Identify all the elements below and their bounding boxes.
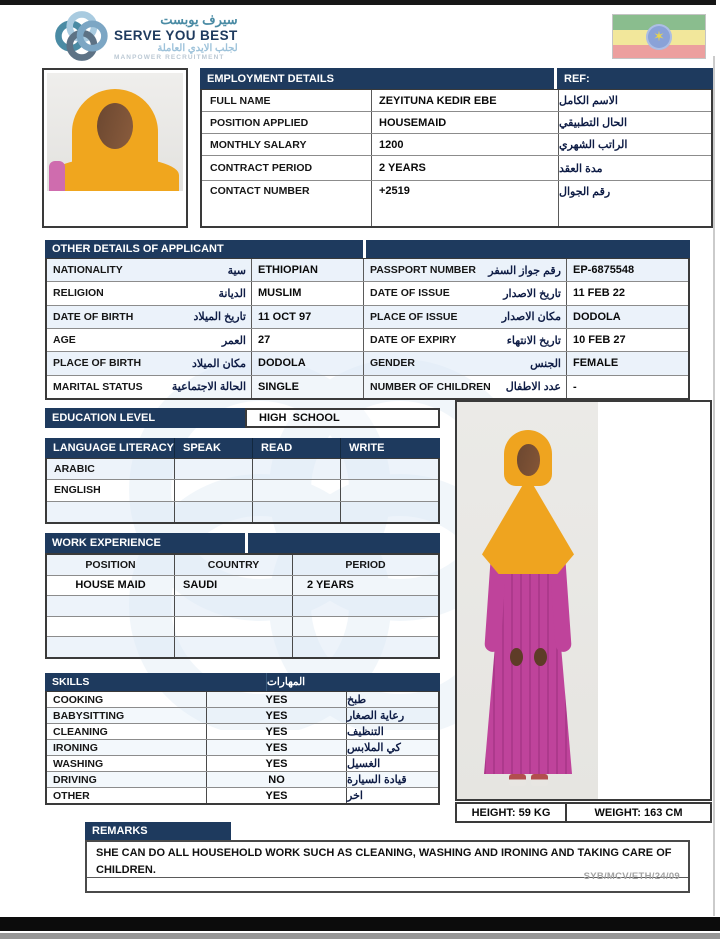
- write-cell: [341, 480, 438, 500]
- other-details-table: [45, 240, 690, 400]
- field-label: NATIONALITY: [53, 264, 123, 277]
- skill-value: NO: [207, 772, 347, 787]
- skill-value: YES: [207, 788, 347, 803]
- work-experience-header: [45, 533, 440, 553]
- table-row: [202, 90, 711, 112]
- field-label-arabic: الراتب الشهري: [559, 139, 628, 151]
- ethiopia-flag: [612, 14, 706, 59]
- star-icon: ✶: [653, 28, 665, 44]
- field-label-arabic: الحالة الاجتماعية: [171, 381, 246, 394]
- table-row: [47, 352, 688, 375]
- field-label: PLACE OF ISSUE: [370, 310, 458, 323]
- table-row: [47, 596, 438, 617]
- field-label: GENDER: [370, 357, 415, 370]
- table-row: [47, 724, 438, 740]
- top-edge-strip: [0, 0, 716, 5]
- position-cell: [47, 617, 175, 637]
- table-row: [47, 376, 688, 398]
- write-cell: [341, 502, 438, 522]
- speak-cell: [175, 480, 253, 500]
- table-row: [47, 259, 688, 282]
- fullbody-image: [457, 402, 598, 799]
- skill-name-arabic: رعاية الصغار: [347, 710, 405, 722]
- table-row: [47, 306, 688, 329]
- work-experience-table: [45, 553, 440, 659]
- read-cell: [253, 502, 341, 522]
- bottom-edge-strip: [0, 917, 720, 931]
- skill-value: YES: [207, 708, 347, 723]
- country-cell: [175, 617, 293, 637]
- field-value: 11 FEB 22: [573, 287, 625, 300]
- field-label-arabic: تاريخ الميلاد: [193, 311, 246, 324]
- field-value: 1200: [372, 134, 559, 155]
- other-details-header: [45, 240, 690, 258]
- table-row: [47, 576, 438, 597]
- field-value: DODOLA: [252, 352, 364, 374]
- field-value: 2 YEARS: [372, 156, 559, 180]
- field-label-arabic: رقم جواز السفر: [488, 264, 561, 277]
- skill-value: YES: [207, 724, 347, 739]
- field-label: PLACE OF BIRTH: [53, 357, 142, 370]
- table-row: [47, 282, 688, 305]
- table-row: [47, 788, 438, 803]
- field-value: +2519: [372, 181, 559, 226]
- table-row: [202, 181, 711, 226]
- table-row: [47, 708, 438, 724]
- skill-name-arabic: الغسيل: [347, 758, 381, 770]
- field-value: DODOLA: [573, 310, 621, 323]
- table-header-row: [47, 555, 438, 576]
- document-code: SYB/MCV/ETH/24/09: [583, 871, 680, 882]
- table-row: [47, 480, 438, 501]
- skills-title: SKILLS: [45, 673, 267, 691]
- column-header: READ: [253, 438, 341, 458]
- agency-tagline-arabic: لجلب الايدي العاملة: [157, 43, 238, 54]
- field-label: MARITAL STATUS: [53, 380, 143, 393]
- write-cell: [341, 459, 438, 479]
- skill-value: YES: [207, 740, 347, 755]
- field-label-arabic: الاسم الكامل: [559, 95, 618, 107]
- table-row: [47, 692, 438, 708]
- table-row: [47, 617, 438, 638]
- table-row: [47, 637, 438, 657]
- weight-value: WEIGHT: 163 CM: [594, 806, 683, 819]
- field-label-arabic: الديانة: [218, 287, 246, 300]
- field-label: NUMBER OF CHILDREN: [370, 380, 491, 393]
- physique-row: [455, 802, 712, 823]
- language-name: ARABIC: [47, 459, 175, 479]
- skill-name: IRONING: [47, 740, 207, 755]
- table-row: [47, 740, 438, 756]
- dress-shape: [49, 161, 65, 191]
- hand-shape: [534, 648, 547, 666]
- field-label: CONTACT NUMBER: [202, 181, 372, 226]
- field-value: 10 FEB 27: [573, 334, 626, 347]
- agency-name-arabic: سيرف يوبست: [160, 12, 238, 27]
- field-label: MONTHLY SALARY: [202, 134, 372, 155]
- skill-value: YES: [207, 692, 347, 707]
- skill-name: DRIVING: [47, 772, 207, 787]
- skill-name-arabic: طبخ: [347, 694, 367, 706]
- other-details-title: OTHER DETAILS OF APPLICANT: [45, 240, 363, 258]
- column-header: COUNTRY: [175, 555, 293, 575]
- period-cell: [293, 637, 438, 657]
- country-cell: SAUDI: [175, 576, 293, 596]
- remarks-title: REMARKS: [85, 822, 231, 840]
- field-value: -: [573, 380, 577, 393]
- field-label-arabic: سية: [227, 264, 246, 277]
- hijab-shawl-shape: [482, 476, 574, 574]
- face-shape: [517, 444, 540, 476]
- height-value: HEIGHT: 59 KG: [457, 804, 567, 821]
- field-label-arabic: مكان الميلاد: [191, 357, 246, 370]
- speak-cell: [175, 459, 253, 479]
- field-value: MUSLIM: [252, 282, 364, 304]
- applicant-fullbody-photo: [455, 400, 712, 801]
- field-label-arabic: تاريخ الاصدار: [503, 287, 561, 300]
- read-cell: [253, 459, 341, 479]
- knot-logo-icon: [50, 9, 110, 63]
- employment-details-table: [200, 68, 713, 228]
- position-cell: [47, 637, 175, 657]
- field-value: 11 OCT 97: [252, 306, 364, 328]
- employment-header: [200, 68, 713, 89]
- skill-name: COOKING: [47, 692, 207, 707]
- country-cell: [175, 637, 293, 657]
- field-value: SINGLE: [252, 376, 364, 398]
- field-label-arabic: رقم الجوال: [559, 186, 611, 198]
- country-cell: [175, 596, 293, 616]
- column-header: LANGUAGE LITERACY: [45, 438, 175, 458]
- field-label-arabic: مدة العقد: [559, 162, 603, 175]
- agency-name: SERVE YOU BEST: [114, 28, 238, 43]
- table-row: [202, 134, 711, 156]
- field-label-arabic: الحال التطبيقي: [559, 117, 628, 129]
- read-cell: [253, 480, 341, 500]
- field-label: POSITION APPLIED: [202, 112, 372, 133]
- field-value: ZEYITUNA KEDIR EBE: [372, 90, 559, 111]
- skill-value: YES: [207, 756, 347, 771]
- language-literacy-table: [45, 438, 440, 524]
- agency-logo: [50, 9, 238, 63]
- language-name: ENGLISH: [47, 480, 175, 500]
- language-table-header: [45, 438, 440, 458]
- ref-label: REF:: [557, 68, 713, 89]
- field-label: FULL NAME: [202, 90, 372, 111]
- face-shape: [97, 103, 133, 149]
- field-value: EP-6875548: [573, 264, 635, 277]
- column-header: SPEAK: [175, 438, 253, 458]
- field-value: 27: [252, 329, 364, 351]
- education-level-value: HIGH SCHOOL: [245, 408, 440, 428]
- position-cell: HOUSE MAID: [47, 576, 175, 596]
- skills-header: [45, 673, 440, 691]
- agency-name-block: [114, 9, 238, 63]
- field-label-arabic: الجنس: [530, 357, 561, 370]
- table-row: [202, 156, 711, 181]
- speak-cell: [175, 502, 253, 522]
- agency-tagline: MANPOWER RECRUITMENT: [114, 54, 225, 61]
- field-value: ETHIOPIAN: [252, 259, 364, 281]
- field-label: DATE OF ISSUE: [370, 287, 450, 300]
- right-edge-line: [713, 56, 715, 916]
- skills-title-arabic: المهارات: [267, 676, 306, 688]
- skill-name-arabic: اخر: [347, 790, 363, 802]
- table-row: [47, 329, 688, 352]
- skill-name: CLEANING: [47, 724, 207, 739]
- period-cell: 2 YEARS: [307, 579, 354, 592]
- field-label-arabic: تاريخ الانتهاء: [506, 334, 561, 347]
- column-header: POSITION: [47, 555, 175, 575]
- sandal-shape: [531, 774, 548, 786]
- work-experience-title: WORK EXPERIENCE: [45, 533, 245, 553]
- skill-name: WASHING: [47, 756, 207, 771]
- table-row: [47, 502, 438, 522]
- field-label: CONTRACT PERIOD: [202, 156, 372, 180]
- remarks-text: SHE CAN DO ALL HOUSEHOLD WORK SUCH AS CLEANING, WASHING AND IRONING AND TAKING CARE OF CHILDREN.: [96, 847, 672, 876]
- field-value: HOUSEMAID: [372, 112, 559, 133]
- bottom-gray-strip: [0, 933, 720, 939]
- field-label: DATE OF EXPIRY: [370, 334, 457, 347]
- remarks-box: [85, 840, 690, 893]
- period-cell: [293, 596, 438, 616]
- employment-title: EMPLOYMENT DETAILS: [200, 68, 554, 89]
- skill-name-arabic: التنظيف: [347, 726, 384, 738]
- table-row: [47, 772, 438, 788]
- position-cell: [47, 596, 175, 616]
- skill-name: BABYSITTING: [47, 708, 207, 723]
- field-label: PASSPORT NUMBER: [370, 264, 476, 277]
- education-level-label: EDUCATION LEVEL: [45, 408, 245, 428]
- applicant-headshot-photo: [42, 68, 188, 228]
- period-cell: [293, 617, 438, 637]
- field-label-arabic: عدد الاطفال: [505, 381, 561, 394]
- skills-table: [45, 691, 440, 805]
- table-row: [47, 756, 438, 772]
- field-label: DATE OF BIRTH: [53, 310, 134, 323]
- flag-emblem-circle: [646, 24, 672, 50]
- skill-name-arabic: كي الملابس: [347, 742, 401, 754]
- field-label: RELIGION: [53, 287, 104, 300]
- column-header: PERIOD: [345, 558, 386, 571]
- field-label-arabic: مكان الاصدار: [501, 311, 561, 324]
- column-header: WRITE: [349, 442, 385, 454]
- skill-name-arabic: قيادة السيارة: [347, 774, 407, 786]
- table-row: [47, 459, 438, 480]
- field-value: FEMALE: [573, 357, 619, 370]
- field-label-arabic: العمر: [221, 334, 246, 347]
- hand-shape: [510, 648, 523, 666]
- field-label: AGE: [53, 334, 76, 347]
- table-row: [202, 112, 711, 134]
- sandal-shape: [509, 774, 526, 786]
- headshot-image: [47, 73, 183, 191]
- language-name: [47, 502, 175, 522]
- skill-name: OTHER: [47, 788, 207, 803]
